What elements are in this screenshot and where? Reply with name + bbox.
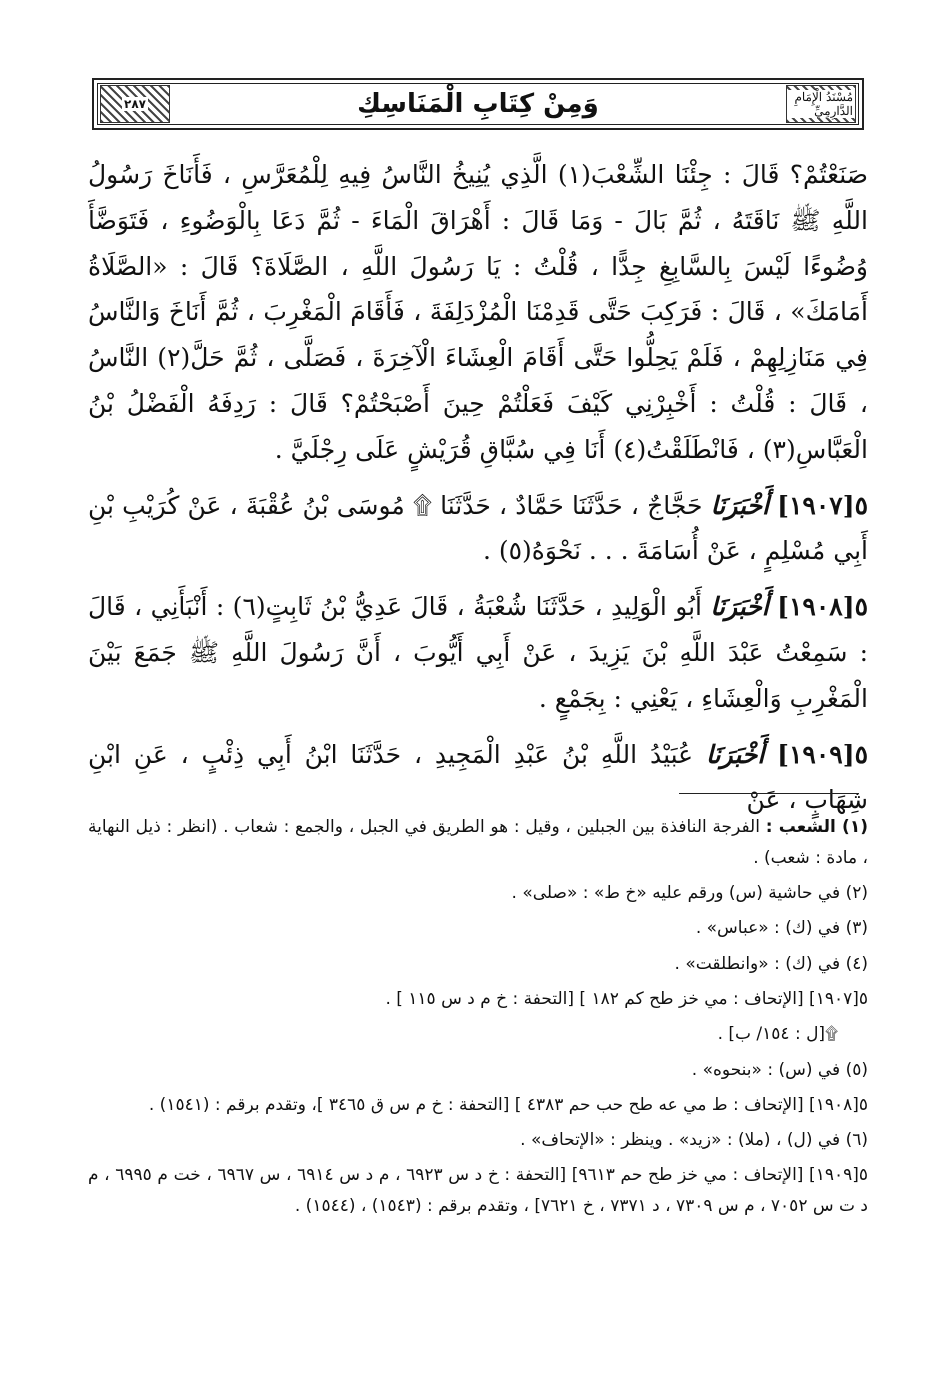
hadith-continuation: صَنَعْتُمْ؟ قَالَ : جِئْنَا الشِّعْبَ(١) الَّذِي يُنِيخُ النَّاسُ فِيهِ لِلْمُعَرَّسِ ، فَأَنَاخَ رَسُولُ اللَّهِ ﷺ نَاقَتَهُ ، ثُمَّ بَالَ - وَمَا قَالَ : أَهْرَاقَ الْمَاءَ - ثُمَّ دَعَا بِالْوَضُوءِ ، فَتَوَضَّأَ وُضُوءًا لَيْسَ بِالسَّابِغِ جِدًّا ، قُلْتُ : يَا رَسُولَ اللَّهِ ، الصَّلَاةَ؟ قَالَ : «الصَّلَاةُ أَمَامَكَ» ، قَالَ : فَرَكِبَ حَتَّى قَدِمْنَا الْمُزْدَلِفَةَ ، فَأَقَامَ الْمَغْرِبَ ، ثُمَّ أَنَاخَ وَالنَّاسُ فِي مَنَازِلِهِمْ ، فَلَمْ يَحِلُّوا حَتَّى أَقَامَ الْعِشَاءَ الْآخِرَةَ ، فَصَلَّى ، ثُمَّ حَلَّ(٢) النَّاسُ ، قَالَ : قُلْتُ : أَخْبِرْنِي كَيْفَ فَعَلْتُمْ حِينَ أَصْبَحْتُمْ؟ قَالَ : رَدِفَهُ الْفَضْلُ بْنُ الْعَبَّاسِ(٣) ، فَانْطَلَقْتُ(٤) أَنَا فِي سُبَّاقِ قُرَيْشٍ عَلَى رِجْلَيَّ . [88, 160, 868, 464]
akhbarana-word: أَخْبَرَنَا [710, 490, 769, 520]
hadith-1909 [88, 732, 868, 824]
footnote-text: الفرجة النافذة بين الجبلين ، وقيل : هو الطريق في الجبل ، والجمع : شعاب . (انظر : ذيل النهاية ، مادة : شعب) . [88, 817, 868, 868]
akhbarana-word: أَخْبَرَنَا [710, 592, 769, 622]
footnote-4: (٤) في (ك) : «وانطلقت» . [674, 953, 868, 974]
book-title-ornament-text: مُسْنَدُ الْإِمَامِ الدَّارِمِيِّ [787, 90, 855, 118]
footnote-6: (٦) في (ل) ، (ملا) : «زيد» . وينظر : «الإتحاف» . [520, 1130, 868, 1151]
chapter-title: وَمِنْ كِتَابِ الْمَنَاسِكِ [357, 89, 599, 119]
footnote-divider [679, 793, 859, 794]
manuscript-reference: ۩[ل : ١٥٤/ ب] . [717, 1024, 838, 1045]
hadith-text: عُبَيْدُ اللَّهِ بْنُ عَبْدِ الْمَجِيدِ ، حَدَّثَنَا ابْنُ أَبِي ذِئْبٍ ، عَنِ ابْنِ شِهَابٍ ، عَنْ [88, 739, 868, 815]
page-number-frame [100, 85, 170, 123]
hadith-text: أَبُو الْوَلِيدِ ، حَدَّثَنَا شُعْبَةُ ، قَالَ عَدِيُّ بْنُ ثَابِتٍ(٦) : أَنْبَأَنِي ، قَالَ : سَمِعْتُ عَبْدَ اللَّهِ بْنَ يَزِيدَ ، عَنْ أَبِي أَيُّوبَ ، أَنَّ رَسُولَ اللَّهِ ﷺ جَمَعَ بَيْنَ الْمَغْرِبِ وَالْعِشَاءِ ، يَعْنِي : بِجَمْعٍ . [88, 592, 868, 713]
hadith-number: ٥[١٩٠٧] [777, 490, 868, 520]
footnotes [88, 812, 868, 1227]
hadith-number: ٥[١٩٠٩] [777, 739, 868, 769]
reference-1909: ٥[١٩٠٩] [الإتحاف : مي خز طح حم ٩٦١٣] [التحفة : خ د س ٦٩٢٣ ، م د س ٦٩١٤ ، س ٦٩٦٧ ، خت م ٦٩٩٥ ، م د ت س ٧٠٥٢ ، م س ٧٣٠٩ ، د ٧٣٧١ ، خ ٧٦٢١] ، وتقدم برقم : (١٥٤٣) ، (١٥٤٤) . [88, 1165, 868, 1217]
page-number: ٢٨٧ [124, 97, 146, 111]
hadith-number: ٥[١٩٠٨] [777, 592, 868, 622]
footnote-3: (٣) في (ك) : «عباس» . [695, 918, 868, 939]
footnote-2: (٢) في حاشية (س) ورقم عليه «خ ط» : «صلى» . [511, 883, 868, 904]
hadith-text: حَجَّاجٌ ، حَدَّثَنَا حَمَّادٌ ، حَدَّثَنَا ۩ مُوسَى بْنُ عُقْبَةَ ، عَنْ كُرَيْبِ بْنِ أَبِي مُسْلِمٍ ، عَنْ أُسَامَةَ . . . نَحْوَهُ(٥) . [88, 490, 868, 566]
reference-1908: ٥[١٩٠٨] [الإتحاف : ط مي عه طح حب حم ٤٣٨٣ ] [التحفة : خ م س ق ٣٤٦٥ ]، وتقدم برقم : (١٥٤١) . [148, 1094, 868, 1115]
hadith-1907 [88, 483, 868, 575]
book-title-ornament [786, 85, 856, 123]
akhbarana-word: أَخْبَرَنَا [705, 739, 765, 769]
footnote-5: (٥) في (س) : «بنحوه» . [691, 1059, 868, 1080]
footnote-term: (١) الشعب : [765, 817, 869, 837]
hadith-1908 [88, 584, 868, 721]
reference-1907: ٥[١٩٠٧] [الإتحاف : مي خز طح كم ١٨٢ ] [التحفة : خ م د س ١١٥ ] . [385, 988, 868, 1009]
main-text [88, 152, 868, 833]
page-header [92, 78, 864, 130]
footnote-1 [88, 812, 868, 874]
